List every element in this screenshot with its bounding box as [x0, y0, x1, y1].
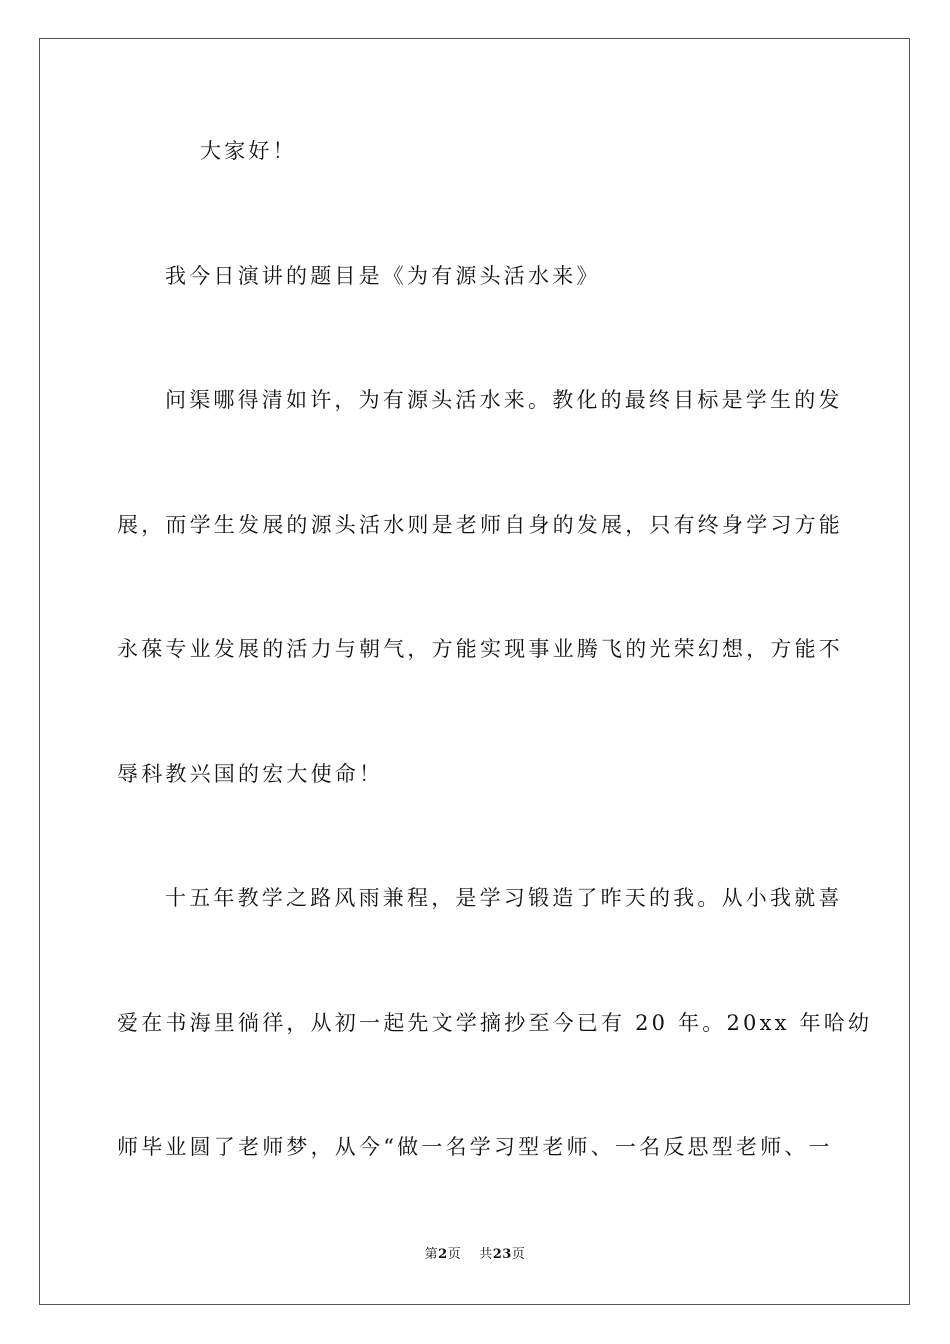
total-suffix: 页 — [511, 1247, 526, 1262]
body-text-line: 永葆专业发展的活力与朝气，方能实现事业腾飞的光荣幻想，方能不 — [117, 637, 843, 661]
page-number: 2 — [438, 1247, 448, 1262]
body-text-line: 问渠哪得清如许，为有源头活水来。教化的最终目标是学生的发 — [165, 388, 843, 412]
page-prefix: 第 — [424, 1247, 439, 1262]
page-border — [39, 38, 910, 1305]
body-text-line: 十五年教学之路风雨兼程，是学习锻造了昨天的我。从小我就喜 — [165, 886, 843, 910]
speech-title-line: 我今日演讲的题目是《为有源头活水来》 — [165, 264, 601, 288]
greeting-line: 大家好！ — [200, 139, 297, 163]
body-text-line: 师毕业圆了老师梦，从今“做一名学习型老师、一名反思型老师、一 — [117, 1135, 833, 1159]
total-pages: 23 — [492, 1247, 512, 1262]
body-text-line: 爱在书海里徜徉，从初一起先文学摘抄至今已有 20 年。20xx 年哈幼 — [117, 1011, 873, 1035]
page-footer — [0, 1246, 950, 1264]
body-text-line: 展，而学生发展的源头活水则是老师自身的发展，只有终身学习方能 — [117, 513, 843, 537]
total-prefix: 共 — [479, 1247, 493, 1262]
body-text-line: 辱科教兴国的宏大使命！ — [117, 762, 384, 786]
page-suffix: 页 — [447, 1247, 462, 1262]
